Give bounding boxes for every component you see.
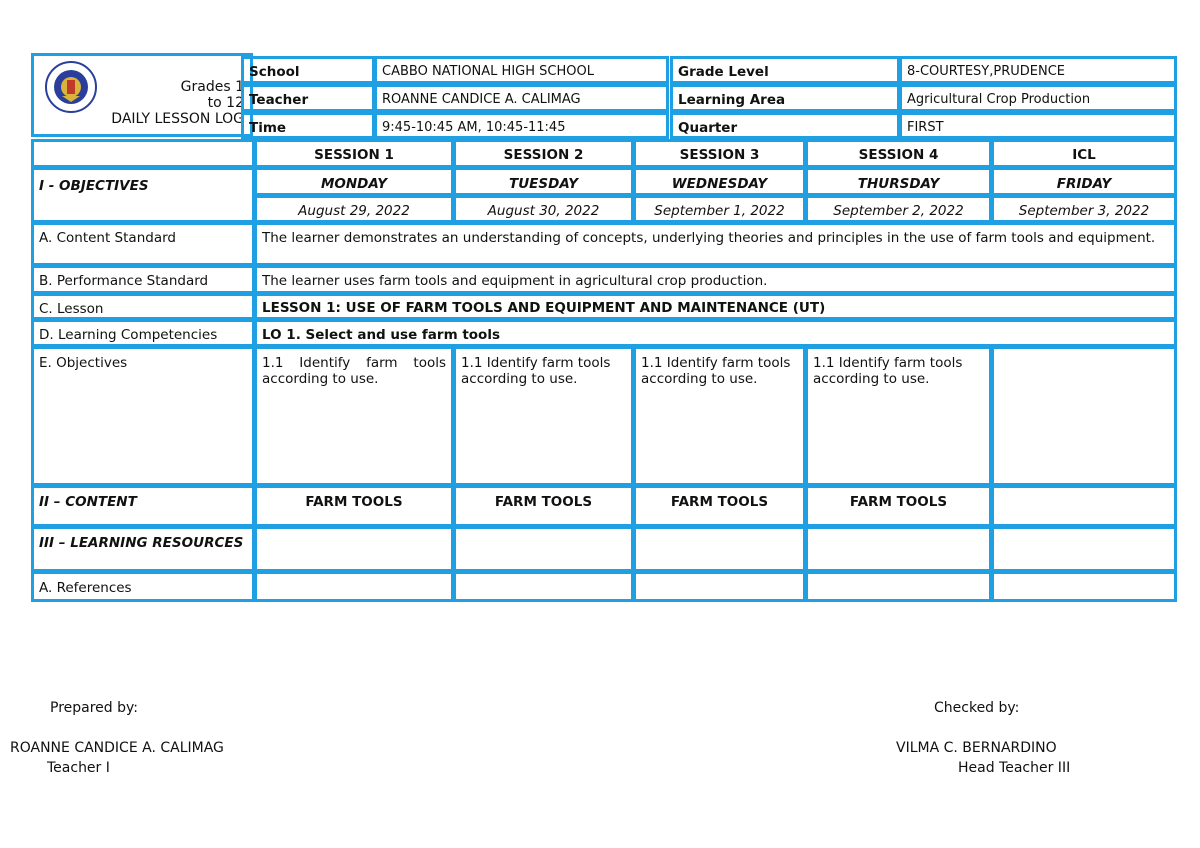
resources-heading: III – LEARNING RESOURCES <box>31 526 255 572</box>
session-label: SESSION 3 <box>633 139 806 168</box>
day-label: FRIDAY <box>991 167 1177 196</box>
teacher-value: ROANNE CANDICE A. CALIMAG <box>374 84 669 112</box>
prepared-by-name: ROANNE CANDICE A. CALIMAG <box>10 740 224 756</box>
objective-cell <box>254 346 454 486</box>
content-cell: FARM TOOLS <box>453 485 634 527</box>
session-label: SESSION 4 <box>805 139 992 168</box>
prepared-by-label: Prepared by: <box>50 700 138 716</box>
objective-cell <box>991 346 1177 486</box>
checked-by-title: Head Teacher III <box>958 760 1071 776</box>
objectives-heading: I - OBJECTIVES <box>31 167 255 223</box>
learning-area-label: Learning Area <box>670 84 900 112</box>
session-label: SESSION 2 <box>453 139 634 168</box>
learning-area-value: Agricultural Crop Production <box>899 84 1177 112</box>
date-label: August 30, 2022 <box>453 195 634 223</box>
references-cell <box>805 571 992 602</box>
log-title: DAILY LESSON LOG <box>111 111 244 127</box>
grades-label: Grades 1 <box>180 79 244 95</box>
references-cell <box>453 571 634 602</box>
content-cell: FARM TOOLS <box>633 485 806 527</box>
date-label: September 3, 2022 <box>991 195 1177 223</box>
grades-to: to 12 <box>207 95 244 111</box>
competencies-label: D. Learning Competencies <box>31 319 255 347</box>
content-cell <box>991 485 1177 527</box>
resources-cell <box>805 526 992 572</box>
day-label: TUESDAY <box>453 167 634 196</box>
school-value: CABBO NATIONAL HIGH SCHOOL <box>374 56 669 84</box>
date-label: August 29, 2022 <box>254 195 454 223</box>
deped-seal-icon <box>44 60 98 114</box>
resources-cell <box>254 526 454 572</box>
blank-corner-cell <box>31 139 255 168</box>
resources-cell <box>991 526 1177 572</box>
content-cell: FARM TOOLS <box>805 485 992 527</box>
quarter-value: FIRST <box>899 112 1177 139</box>
performance-standard-value: The learner uses farm tools and equipment in agricultural crop production. <box>254 265 1177 294</box>
objective-cell: 1.1 Identify farm tools according to use. <box>633 346 806 486</box>
checked-by-name: VILMA C. BERNARDINO <box>896 740 1057 756</box>
competencies-value: LO 1. Select and use farm tools <box>254 319 1177 347</box>
references-cell <box>254 571 454 602</box>
performance-standard-label: B. Performance Standard <box>31 265 255 294</box>
grade-level-value: 8-COURTESY,PRUDENCE <box>899 56 1177 84</box>
objective-cell: 1.1 Identify farm tools according to use. <box>453 346 634 486</box>
quarter-label: Quarter <box>670 112 900 139</box>
time-value: 9:45-10:45 AM, 10:45-11:45 <box>374 112 669 139</box>
resources-cell <box>453 526 634 572</box>
objective-cell: 1.1 Identify farm tools according to use. <box>805 346 992 486</box>
content-heading: II – CONTENT <box>31 485 255 527</box>
grade-level-label: Grade Level <box>670 56 900 84</box>
date-label: September 1, 2022 <box>633 195 806 223</box>
references-cell <box>633 571 806 602</box>
lesson-value: LESSON 1: USE OF FARM TOOLS AND EQUIPMENT AND MAINTENANCE (UT) <box>254 293 1177 320</box>
day-label: WEDNESDAY <box>633 167 806 196</box>
content-standard-label: A. Content Standard <box>31 222 255 266</box>
time-label: Time <box>241 112 375 139</box>
resources-cell <box>633 526 806 572</box>
prepared-by-title: Teacher I <box>47 760 110 776</box>
header-logo-cell <box>31 53 253 137</box>
objectives-label: E. Objectives <box>31 346 255 486</box>
objective-text: 1.1 Identify farm tools according to use. <box>262 355 446 387</box>
session-label: SESSION 1 <box>254 139 454 168</box>
references-cell <box>991 571 1177 602</box>
references-label: A. References <box>31 571 255 602</box>
content-cell: FARM TOOLS <box>254 485 454 527</box>
date-label: September 2, 2022 <box>805 195 992 223</box>
session-label: ICL <box>991 139 1177 168</box>
school-label: School <box>241 56 375 84</box>
day-label: MONDAY <box>254 167 454 196</box>
checked-by-label: Checked by: <box>934 700 1020 716</box>
day-label: THURSDAY <box>805 167 992 196</box>
teacher-label: Teacher <box>241 84 375 112</box>
lesson-label: C. Lesson <box>31 293 255 320</box>
content-standard-value: The learner demonstrates an understanding of concepts, underlying theories and principles in the use of farm tools and equipment. <box>254 222 1177 266</box>
